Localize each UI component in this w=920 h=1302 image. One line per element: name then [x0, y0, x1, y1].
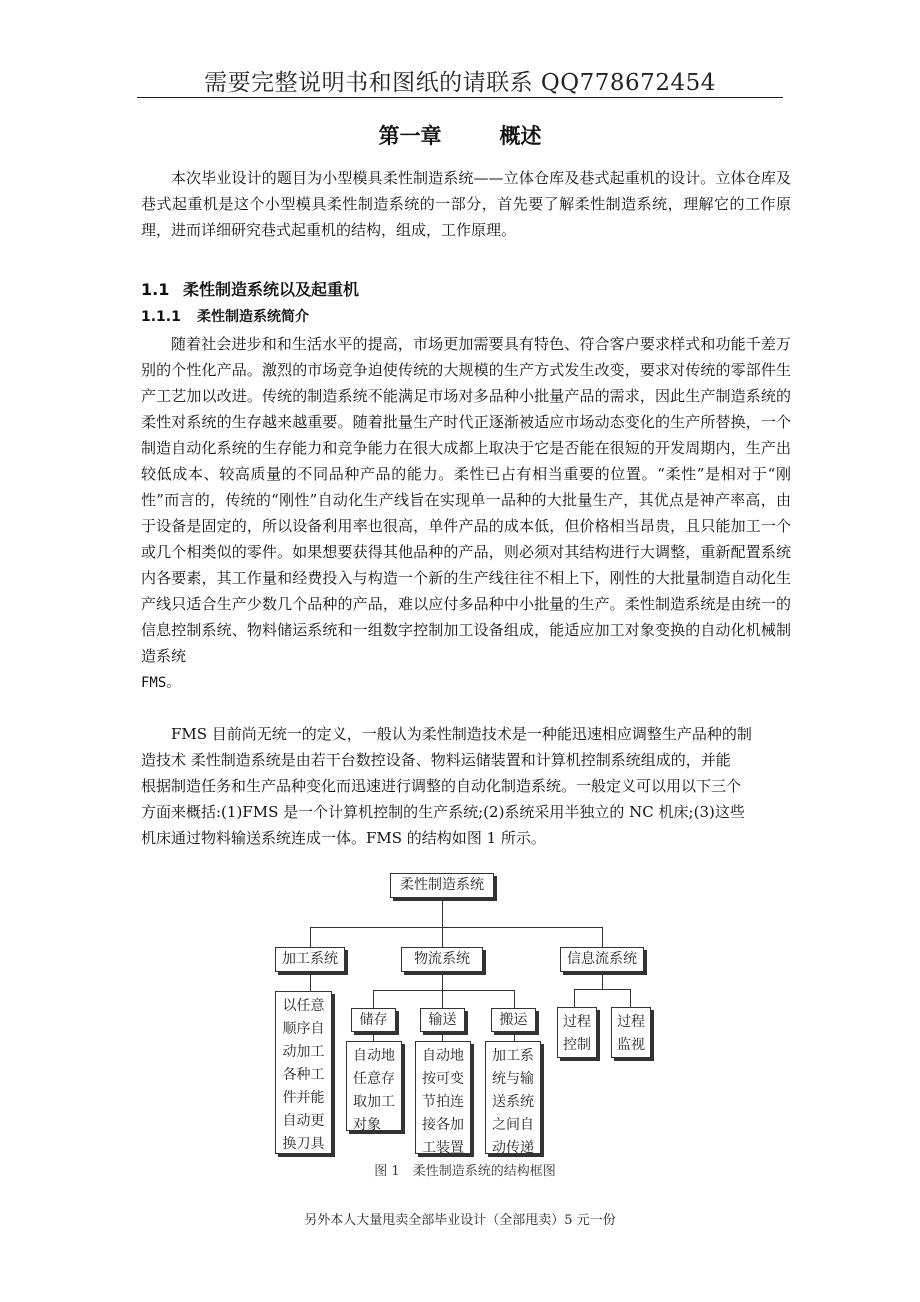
machining-system-box: 加工系统 [275, 947, 345, 972]
handling-box: 搬运 [491, 1008, 536, 1032]
connector-line [602, 927, 603, 947]
connector-line [310, 927, 311, 947]
chapter-name: 概述 [499, 123, 542, 148]
storage-desc-box [346, 1041, 402, 1131]
connector-line [310, 927, 603, 928]
body-paragraph-1-text: 随着社会进步和和生活水平的提高，市场更加需要具有特色、符合客户要求样式和功能千差万别的个性化产品。激烈的市场竞争迫使传统的大规模的生产方式发生改变，要求对传统的零部件生产工艺加以改进。传统的制造系统不能满足市场对多品种小批量产品的需求，因此生产制造系统的柔性对系统的生存越来越重要。随着批量生产时代正逐渐被适应市场动态变化的生产所替换，一个制造自动化系统的生存能力和竞争能力在很大成都上取决于它是否能在很短的开发周期内，生产出较低成本、较高质量的不同品种产品的能力。柔性已占有相当重要的位置。“柔性”是相对于“刚性”而言的，传统的“刚性”自动化生产线旨在实现单一品种的大批量生产，其优点是神产率高，由于设备是固定的，所以设备利用率也很高，单件产品的成本低，但价格相当昂贵，且只能加工一个或几个相类似的零件。如果想要获得其他品种的产品，则必须对其结构进行大调整，重新配置系统内各要素，其工作量和经费投入与构造一个新的生产线往往不相上下，刚性的大批量制造自动化生产线只适合生产少数几个品种的产品，难以应付多品种中小批量的生产。柔性制造系统是由统一的信息控制系统、物料储运系统和一组数字控制加工设备组成，能适应加工对象变换的自动化机械制造系统 [141, 335, 791, 665]
section-title: 柔性制造系统以及起重机 [183, 280, 360, 299]
chapter-title [137, 120, 783, 150]
process-control-text: 过程 控制 [563, 1014, 591, 1053]
para2-line: 机床通过物料输送系统连成一体。FMS 的结构如图 1 所示。 [141, 829, 546, 847]
connector-line [310, 971, 311, 991]
subsection-heading [141, 306, 309, 326]
body-paragraph-1 [141, 331, 791, 696]
page-footer: 另外本人大量甩卖全部毕业设计（全部甩卖）5 元一份 [304, 1213, 616, 1228]
conveying-desc-text: 自动地 按可变 节拍连 接各加 工装置 [422, 1048, 464, 1156]
connector-line [574, 989, 631, 990]
section-heading [141, 277, 359, 300]
para2-line: 造技术 柔性制造系统是由若干台数控设备、物料运储装置和计算机控制系统组成的，并能 [141, 751, 731, 769]
page-header: 需要完整说明书和图纸的请联系 QQ778672454 [204, 70, 716, 96]
para2-line: 根据制造任务和生产品种变化而迅速进行调整的自动化制造系统。一般定义可以用以下三个 [141, 777, 742, 795]
handling-desc-text: 加工系 统与输 送系统 之间自 动传递 [492, 1048, 534, 1156]
connector-line [442, 1031, 443, 1041]
connector-line [442, 990, 443, 1008]
conveying-desc-box [415, 1041, 471, 1154]
connector-line [442, 971, 443, 990]
chapter-number: 第一章 [378, 123, 442, 148]
para2-line: 方面来概括:(1)FMS 是一个计算机控制的生产系统;(2)系统采用半独立的 NC 机床;(3)这些 [141, 803, 745, 821]
para2-line: FMS 目前尚无统一的定义，一般认为柔性制造技术是一种能迅速相应调整生产品种的制 [171, 725, 752, 743]
header-rule [137, 97, 783, 98]
connector-line [442, 927, 443, 947]
machining-desc-box [275, 991, 332, 1154]
process-control-box [557, 1007, 597, 1058]
process-monitoring-text: 过程 监视 [617, 1014, 645, 1053]
logistics-system-box: 物流系统 [401, 947, 483, 972]
storage-desc-text: 自动地 任意存 取加工 对象 [353, 1048, 395, 1133]
connector-line [373, 1031, 374, 1041]
handling-desc-box [485, 1041, 541, 1154]
connector-line [514, 1031, 515, 1041]
intro-paragraph: 本次毕业设计的题目为小型模具柔性制造系统——立体仓库及巷式起重机的设计。立体仓库及巷式起重机是这个小型模具柔性制造系统的一部分，首先要了解柔性制造系统，理解它的工作原理，进而详细研究巷式起重机的结构，组成，工作原理。 [141, 169, 791, 239]
fms-root-box: 柔性制造系统 [390, 873, 494, 898]
conveying-box: 输送 [420, 1008, 465, 1032]
connector-line [373, 990, 374, 1008]
process-monitoring-box [611, 1007, 651, 1058]
storage-box: 储存 [351, 1008, 396, 1032]
body-paragraph-1-tail: FMS。 [141, 675, 181, 691]
connector-line [602, 971, 603, 989]
connector-line [373, 990, 515, 991]
subsection-title: 柔性制造系统简介 [197, 309, 309, 325]
machining-desc-text: 以任意 顺序自 动加工 各种工 件并能 自动更 换刀具 [282, 998, 325, 1152]
connector-line [630, 989, 631, 1007]
body-paragraph-2 [141, 721, 791, 851]
figure-caption: 图 1 柔性制造系统的结构框图 [374, 1164, 556, 1179]
info-system-box: 信息流系统 [560, 947, 644, 972]
subsection-number: 1.1.1 [141, 309, 181, 325]
connector-line [574, 989, 575, 1007]
connector-line [442, 897, 443, 928]
section-number: 1.1 [141, 280, 170, 299]
connector-line [514, 990, 515, 1008]
